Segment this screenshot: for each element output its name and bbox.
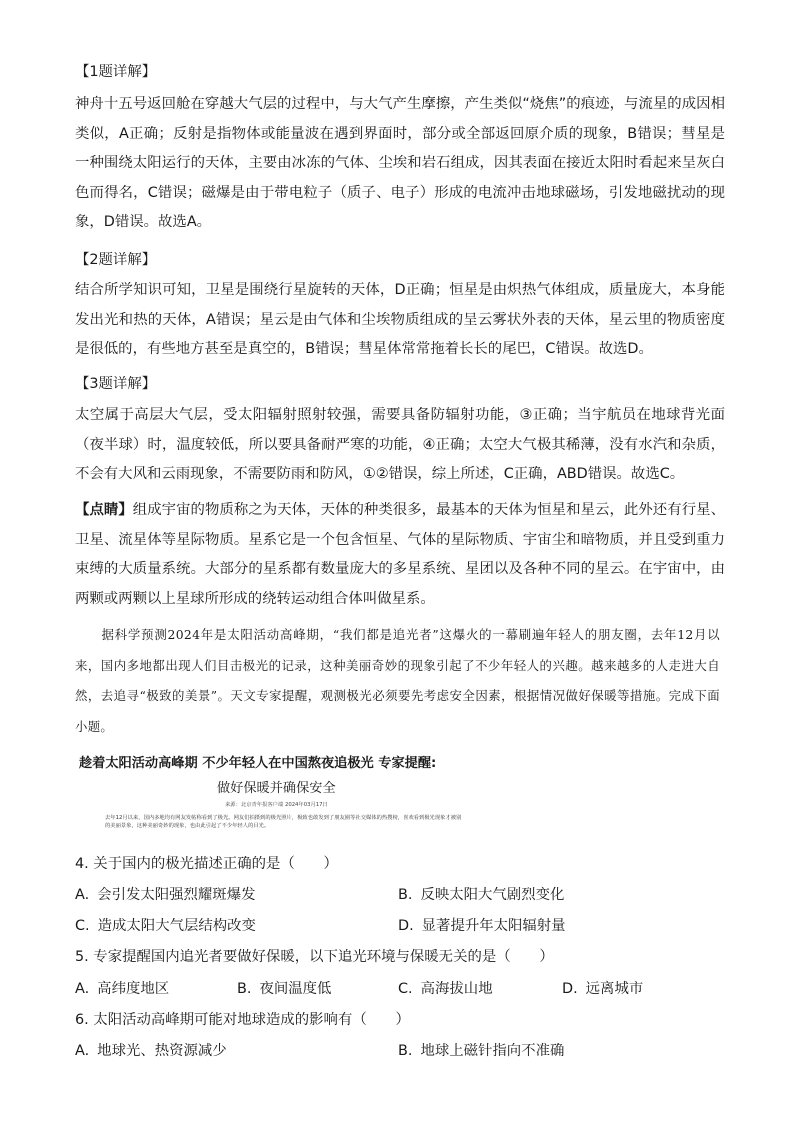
question-5-option-a[interactable] bbox=[75, 979, 169, 999]
material-intro-text: 据科学预测2024年是太阳活动高峰期，“我们都是追光者”这爆火的一幕刷遍年轻人的朋友圈，去年12月以来，国内多地都出现人们目击极光的记录，这种美丽奇妙的现象引起了不少年轻人的兴趣。越来越多的人走进大自然，去追寻“极致的美景”。天文专家提醒，观测极光必须要先考虑安全因素，根据情况做好保暖等措施。完成下面小题。 bbox=[75, 627, 720, 734]
option-label: B. bbox=[398, 1043, 413, 1059]
q1-explanation: 神舟十五号返回舱在穿越大气层的过程中，与大气产生摩擦，产生类似“烧焦”的痕迹，与流星的成因相类似，A正确；反射是指物体或能量波在遇到界面时，部分或全部返回原介质的现象，B错误；彗星是一种围绕太阳运行的天体，主要由冰冻的气体、尘埃和岩石组成，因其表面在接近太阳时看起来呈灰白色而得名，C错误；磁爆是由于带电粒子（质子、电子）形成的电流冲击地球磁场，引发地磁扰动的现象，D错误。故选A。 bbox=[75, 96, 725, 230]
question-4-option-c[interactable] bbox=[75, 916, 256, 936]
question-6-stem: 6. 太阳活动高峰期可能对地球造成的影响有（ ） bbox=[75, 1012, 410, 1028]
q2-heading: 【2题详解】 bbox=[75, 252, 157, 268]
option-label: D. bbox=[398, 918, 414, 934]
option-text: 高海拔山地 bbox=[420, 981, 493, 997]
option-text: 远离城市 bbox=[585, 981, 644, 997]
news-source: 来源：北京青年报客户端 2024年03月17日 bbox=[225, 802, 328, 808]
q3-heading: 【3题详解】 bbox=[75, 376, 157, 392]
question-5-option-b[interactable] bbox=[237, 979, 331, 999]
question-4-option-a[interactable] bbox=[75, 885, 255, 905]
question-6-option-a[interactable] bbox=[75, 1041, 227, 1061]
option-text: 造成太阳大气层结构改变 bbox=[97, 918, 256, 934]
option-text: 显著提升年太阳辐射量 bbox=[421, 918, 566, 934]
option-label: B. bbox=[237, 981, 252, 997]
option-label: D. bbox=[562, 981, 578, 997]
news-body: 去年12月以来，国内多地均有网友发帖称看到了极光。网友们拍摄到的极光照片，极致也敢发到了朋友圈等社交媒体的热搜榜，喜欢看到极光现象才被别的美丽景象，这种美丽奇妙的现象，也由此引起了不少年轻人的目光。 bbox=[105, 815, 462, 829]
question-5-stem: 5. 专家提醒国内追光者要做好保暖，以下追光环境与保暖无关的是（ ） bbox=[75, 949, 554, 965]
question-4-option-b[interactable] bbox=[398, 885, 564, 905]
q2-explanation: 结合所学知识可知，卫星是围绕行星旋转的天体，D正确；恒星是由炽热气体组成，质量庞大，本身能发出光和热的天体，A错误；星云是由气体和尘埃物质组成的呈云雾状外表的天体，星云里的物质密度是很低的，有些地方甚至是真空的，B错误；彗星体常常拖着长长的尾巴，C错误。故选D。 bbox=[75, 282, 725, 357]
option-text: 地球光、热资源减少 bbox=[97, 1043, 227, 1059]
option-label: A. bbox=[75, 887, 90, 903]
question-5-option-d[interactable] bbox=[562, 979, 643, 999]
question-4-option-d[interactable] bbox=[398, 916, 566, 936]
option-text: 反映太阳大气剧烈变化 bbox=[420, 887, 565, 903]
option-text: 夜间温度低 bbox=[259, 981, 332, 997]
option-label: A. bbox=[75, 1043, 90, 1059]
question-6-option-b[interactable] bbox=[398, 1041, 564, 1061]
option-text: 会引发太阳强烈耀斑爆发 bbox=[97, 887, 256, 903]
material-intro bbox=[75, 620, 720, 742]
news-title-line2: 做好保暖并确保安全 bbox=[217, 781, 336, 796]
option-label: C. bbox=[75, 918, 90, 934]
question-4-stem: 4. 关于国内的极光描述正确的是（ ） bbox=[75, 856, 338, 872]
dianjing-label: 【点睛】 bbox=[75, 502, 133, 518]
option-label: C. bbox=[398, 981, 413, 997]
dianjing-paragraph bbox=[75, 496, 725, 614]
q3-explanation: 太空属于高层大气层，受太阳辐射照射较强，需要具备防辐射功能，③正确；当宇航员在地球背光面（夜半球）时，温度较低，所以要具备耐严寒的功能，④正确；太空大气极其稀薄，没有水汽和杂质，不会有大风和云雨现象，不需要防雨和防风，①②错误，综上所述，C正确，ABD错误。故选C。 bbox=[75, 407, 725, 482]
option-label: B. bbox=[398, 887, 413, 903]
option-label: A. bbox=[75, 981, 90, 997]
option-text: 地球上磁针指向不准确 bbox=[420, 1043, 565, 1059]
question-5-option-c[interactable] bbox=[398, 979, 493, 999]
q1-heading: 【1题详解】 bbox=[75, 64, 157, 80]
news-title-line1: 趁着太阳活动高峰期 不少年轻人在中国熬夜追极光 专家提醒: bbox=[79, 756, 437, 771]
option-text: 高纬度地区 bbox=[97, 981, 170, 997]
dianjing-text: 组成宇宙的物质称之为天体，天体的种类很多，最基本的天体为恒星和星云，此外还有行星、卫星、流星体等星际物质。星系它是一个包含恒星、气体的星际物质、宇宙尘和暗物质，并且受到重力束缚的大质量系统。大部分的星系都有数量庞大的多星系统、星团以及各种不同的星云。在宇宙中，由两颗或两颗以上星球所形成的绕转运动组合体叫做星系。 bbox=[75, 502, 725, 607]
